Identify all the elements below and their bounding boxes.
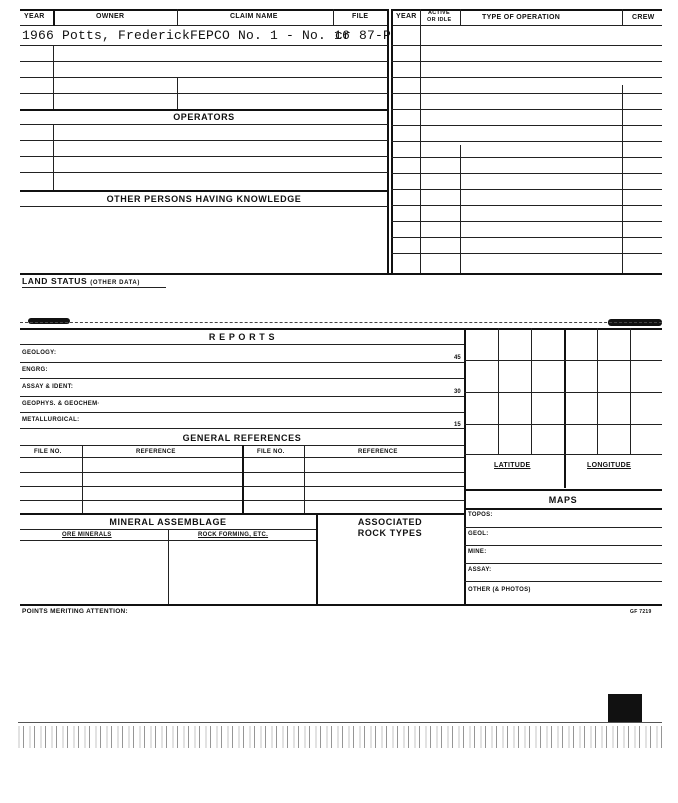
header-owner: OWNER xyxy=(96,13,125,20)
associated-rock-types-1: ASSOCIATED xyxy=(357,517,423,527)
land-status-heading xyxy=(22,276,140,286)
associated-rock-types-2: ROCK TYPES xyxy=(357,528,423,538)
header-year-right: YEAR xyxy=(396,13,417,20)
ref-reference: REFERENCE xyxy=(136,449,176,455)
report-metallurgical: METALLURGICAL: xyxy=(22,417,80,423)
header-crew: CREW xyxy=(632,14,655,21)
maps-topos: TOPOS: xyxy=(468,512,493,518)
header-file: FILE xyxy=(352,13,369,20)
reports-heading: R E P O R T S xyxy=(208,332,276,342)
rock-forming-label: ROCK FORMING, ETC. xyxy=(198,532,269,538)
scan-dark-block xyxy=(608,694,642,722)
form-code: GF 7219 xyxy=(630,609,652,615)
header-year: YEAR xyxy=(24,13,45,20)
general-references-heading: GENERAL REFERENCES xyxy=(182,433,302,443)
maps-heading: MAPS xyxy=(548,495,578,505)
maps-geol: GEOL: xyxy=(468,531,489,537)
header-or-idle: OR IDLE xyxy=(427,17,452,23)
latitude-label: LATITUDE xyxy=(494,462,531,469)
points-meriting-attention: POINTS MERITING ATTENTION: xyxy=(22,608,129,615)
entry-claim-name: FEPCO No. 1 - No. 16 xyxy=(190,28,351,43)
land-status-sublabel: (OTHER DATA) xyxy=(90,280,140,286)
ore-minerals-label: ORE MINERALS xyxy=(62,532,112,538)
operators-heading: OPERATORS xyxy=(173,112,235,122)
ref-file-no-2: FILE NO. xyxy=(257,449,285,455)
report-geology: GEOLOGY: xyxy=(22,350,57,356)
scan-noise-band xyxy=(18,726,662,748)
land-status-label: LAND STATUS xyxy=(22,276,88,286)
smudge-left xyxy=(28,318,70,324)
ref-file-no: FILE NO. xyxy=(34,449,62,455)
entry-owner: Potts, Frederick xyxy=(62,28,191,43)
other-persons-heading: OTHER PERSONS HAVING KNOWLEDGE xyxy=(106,194,302,204)
mineral-assemblage-heading: MINERAL ASSEMBLAGE xyxy=(109,517,227,527)
header-claim-name: CLAIM NAME xyxy=(230,13,278,20)
report-geology-num: 45 xyxy=(454,355,461,361)
scan-noise-line xyxy=(18,722,662,723)
maps-other: OTHER (& PHOTOS) xyxy=(468,587,531,593)
entry-year: 1966 xyxy=(22,28,55,43)
maps-assay: ASSAY: xyxy=(468,567,492,573)
ref-reference-2: REFERENCE xyxy=(358,449,398,455)
report-assay-num: 30 xyxy=(454,389,461,395)
report-engrg: ENGRG: xyxy=(22,367,48,373)
report-geophys: GEOPHYS. & GEOCHEM· xyxy=(22,401,100,407)
entry-file: cr 87-P xyxy=(335,28,392,43)
header-type-of-operation: TYPE OF OPERATION xyxy=(482,14,561,21)
longitude-label: LONGITUDE xyxy=(587,462,631,469)
report-assay: ASSAY & IDENT: xyxy=(22,384,74,390)
header-active: ACTIVE xyxy=(428,10,450,16)
maps-mine: MINE: xyxy=(468,549,487,555)
report-metallurgical-num: 15 xyxy=(454,422,461,428)
